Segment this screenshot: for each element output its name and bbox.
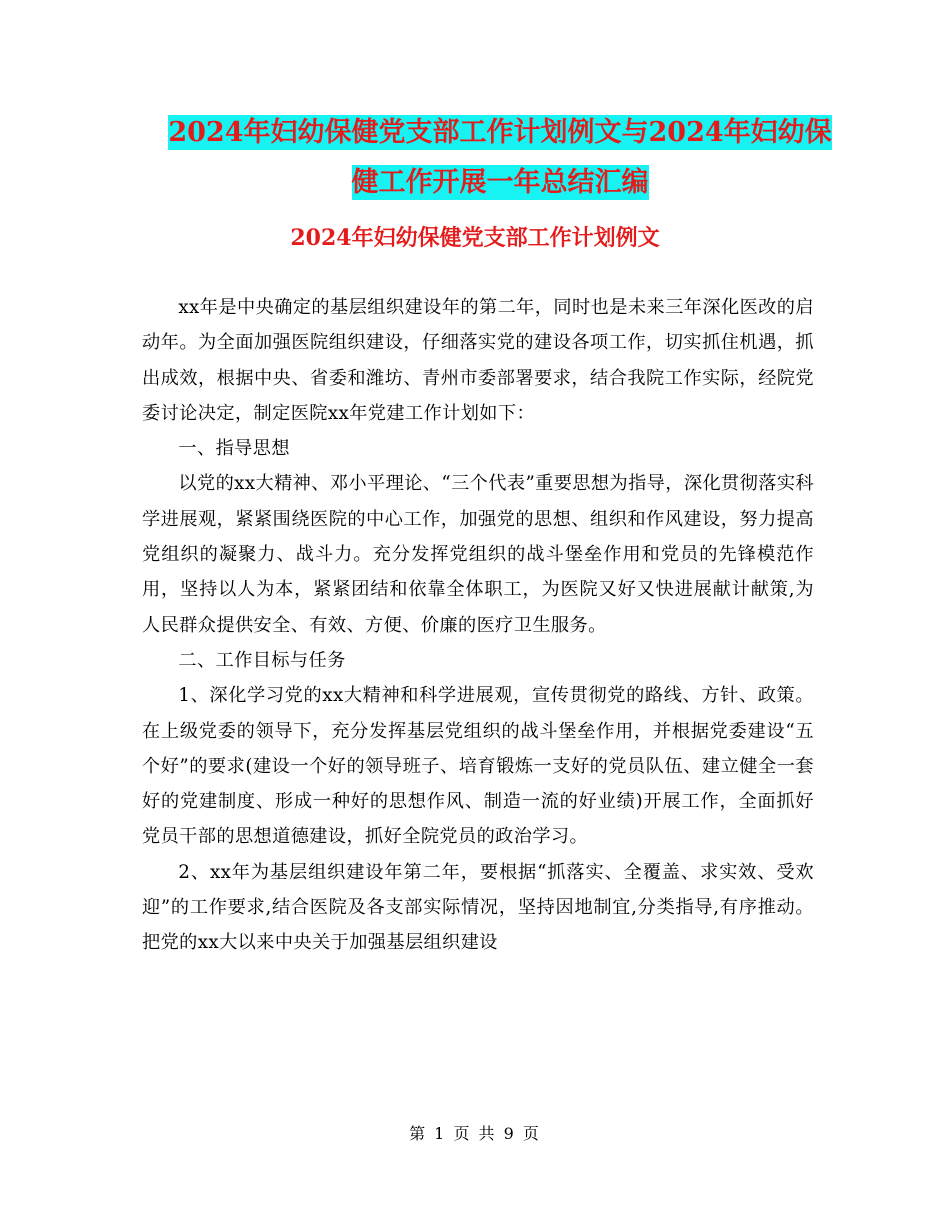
section-title: 2024年妇幼保健党支部工作计划例文 [290,225,660,251]
body-paragraph: xx年是中央确定的基层组织建设年的第二年，同时也是未来三年深化医改的启动年。为全面加强医院组织建设，仔细落实党的建设各项工作，切实抓住机遇，抓出成效，根据中央、省委和潍坊、青州市委部署要求，结合我院工作实际，经院党委讨论决定，制定医院xx年党建工作计划如下： [142,297,814,424]
body-paragraph: 1、深化学习党的xx大精神和科学进展观，宣传贯彻党的路线、方针、政策。在上级党委的领导下，充分发挥基层党组织的战斗堡垒作用，并根据党委建设“五个好”的要求(建设一个好的领导班子、培育锻炼一支好的党员队伍、建立健全一套好的党建制度、形成一种好的思想作风、制造一流的好业绩)开展工作，全面抓好党员干部的思想道德建设，抓好全院党员的政治学习。 [142,685,814,848]
page-footer: 第 1 页 共 9 页 [409,1124,541,1143]
document-main-title [140,108,860,208]
main-title-line-1: 2024年妇幼保健党支部工作计划例文与2024年妇幼保 [168,117,832,148]
main-title-line-2: 健工作开展一年总结汇编 [351,167,649,198]
document-body [142,290,814,961]
section-heading: 一、指导思想 [178,438,290,460]
body-paragraph: 2、xx年为基层组织建设年第二年，要根据“抓落实、全覆盖、求实效、受欢迎”的工作要求,结合医院及各支部实际情况，坚持因地制宜,分类指导,有序推动。把党的xx大以来中央关于加强基层组织建设 [142,861,814,954]
section-heading: 二、工作目标与任务 [178,649,346,671]
body-paragraph: 以党的xx大精神、邓小平理论、“三个代表”重要思想为指导，深化贯彻落实科学进展观，紧紧围绕医院的中心工作，加强党的思想、组织和作风建设，努力提高党组织的凝聚力、战斗力。充分发挥党组织的战斗堡垒作用和党员的先锋模范作用，坚持以人为本，紧紧团结和依靠全体职工，为医院又好又快进展献计献策,为人民群众提供安全、有效、方便、价廉的医疗卫生服务。 [142,473,814,636]
